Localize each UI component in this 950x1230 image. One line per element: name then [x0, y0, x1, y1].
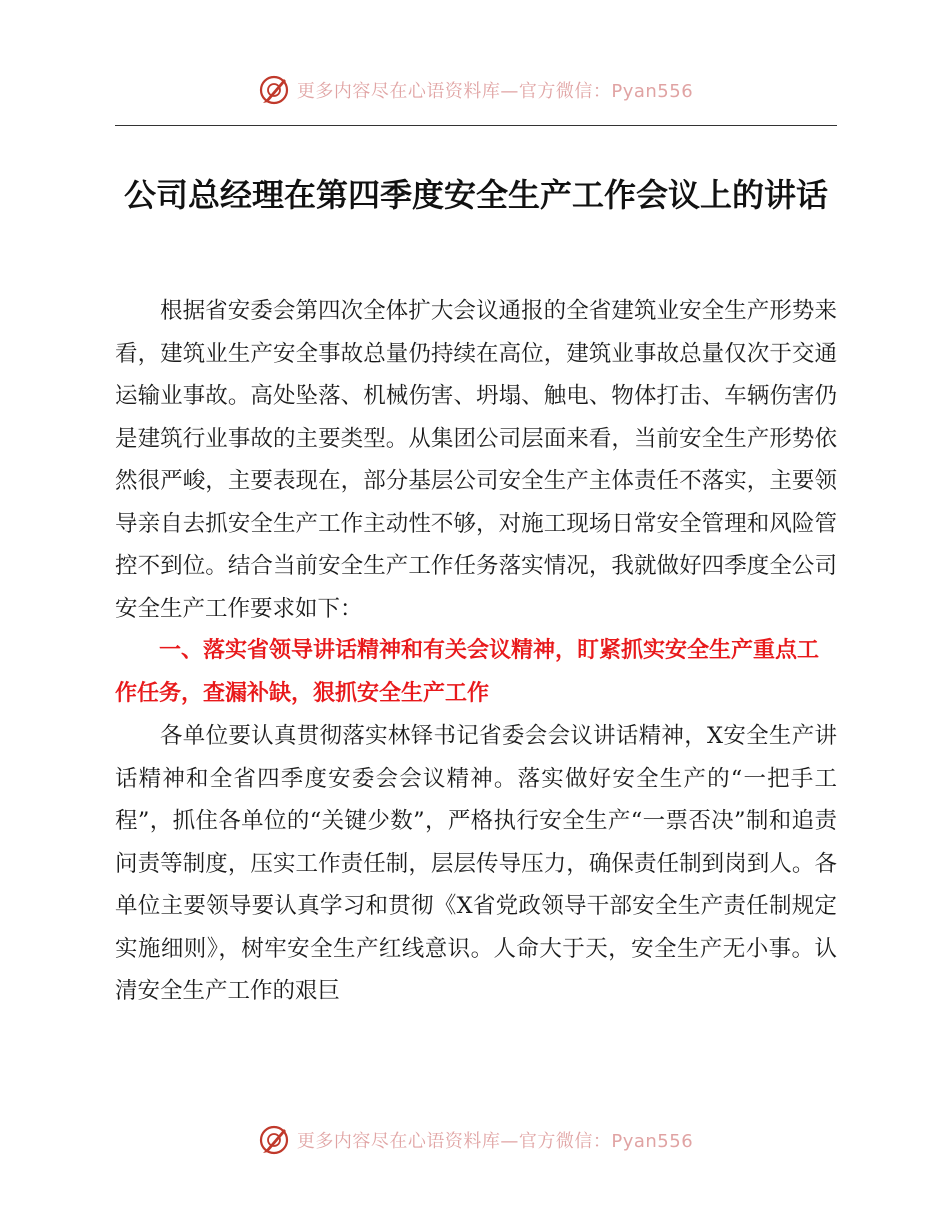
pen-circle-logo-icon — [257, 1123, 291, 1157]
section-1-paragraph: 各单位要认真贯彻落实林铎书记省委会会议讲话精神，X安全生产讲话精神和全省四季度安委会会议精神。落实做好安全生产的“一把手工程”，抓住各单位的“关键少数”，严格执行安全生产“一票否决”制和追责问责等制度，压实工作责任制，层层传导压力，确保责任制到岗到人。各单位主要领导要认真学习和贯彻《X省党政领导干部安全生产责任制规定实施细则》，树牢安全生产红线意识。人命大于天，安全生产无小事。认清安全生产工作的艰巨 — [115, 723, 837, 1004]
footer-banner-text: 更多内容尽在心语资料库—官方微信：Pyan556 — [296, 1131, 694, 1152]
pen-circle-logo-icon — [257, 73, 291, 107]
intro-paragraph: 根据省安委会第四次全体扩大会议通报的全省建筑业安全生产形势来看，建筑业生产安全事故总量仍持续在高位，建筑业事故总量仅次于交通运输业事故。高处坠落、机械伤害、坍塌、触电、物体打击、车辆伤害仍是建筑行业事故的主要类型。从集团公司层面来看，当前安全生产形势依然很严峻，主要表现在，部分基层公司安全生产主体责任不落实，主要领导亲自去抓安全生产工作主动性不够，对施工现场日常安全管理和风险管控不到位。结合当前安全生产工作任务落实情况，我就做好四季度全公司安全生产工作要求如下： — [115, 298, 837, 622]
document-title: 公司总经理在第四季度安全生产工作会议上的讲话 — [123, 176, 828, 214]
header-banner-text: 更多内容尽在心语资料库—官方微信：Pyan556 — [296, 81, 694, 102]
footer-banner — [0, 1118, 950, 1162]
header-banner — [0, 68, 950, 112]
section-heading-1: 一、落实省领导讲话精神和有关会议精神，盯紧抓实安全生产重点工作任务，查漏补缺，狠抓安全生产工作 — [115, 638, 820, 706]
document-body — [115, 290, 837, 1013]
header-divider — [115, 125, 837, 126]
